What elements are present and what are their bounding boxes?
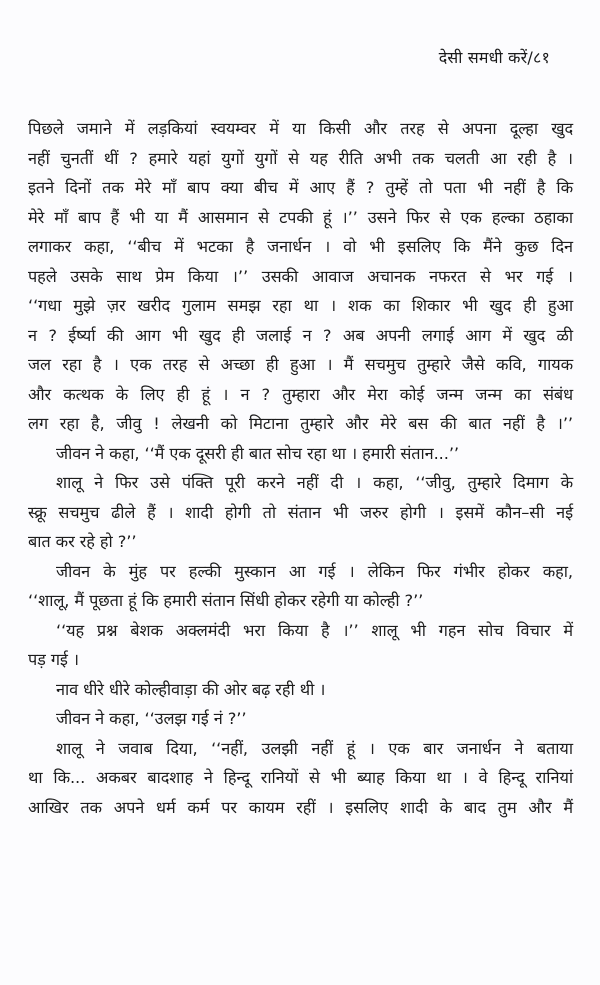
body-text	[28, 114, 573, 822]
text-line: ‘‘गधा मुझे ज़र खरीद गुलाम समझ रहा था । शक का शिकार भी खुद ही हुआ	[28, 296, 573, 315]
text-line: शालू ने जवाब दिया, ‘‘नहीं, उलझी नहीं हूं । एक बार जनार्धन ने बताया	[56, 738, 573, 758]
text-line: लग रहा है, जीवु ! लेखनी को मिटाना तुम्हारे और मेरे बस की बात नहीं है ।’’	[28, 414, 573, 433]
text-line: पड़ गई ।	[28, 650, 79, 669]
running-header: देसी समधी करें/८१	[438, 48, 550, 67]
text-line: ‘‘शालू, मैं पूछता हूं कि हमारी संतान सिंधी होकर रहेगी या कोल्ही ?’’	[28, 591, 424, 610]
text-line: नहीं चुनतीं थीं ? हमारे यहां युगों युगों से यह रीति अभी तक चलती आ रही है ।	[28, 148, 573, 168]
text-line: और कत्थक के लिए ही हूं । न ? तुम्हारा और मेरा कोई जन्म जन्म का संबंध	[28, 384, 573, 404]
text-line: स्क्रू सचमुच ढीले हैं । शादी होगी तो संतान भी जरुर होगी । इसमें कौन–सी नई	[28, 502, 573, 522]
text-line: पहले उसके साथ प्रेम किया ।’’ उसकी आवाज अचानक नफरत से भर गई ।	[28, 266, 573, 286]
text-line: था कि... अकबर बादशाह ने हिन्दू रानियों से भी ब्याह किया था । वे हिन्दू रानियां	[28, 768, 573, 787]
text-line: मेरे माँ बाप हैं भी या मैं आसमान से टपकी हूं ।’’ उसने फिर से एक हल्का ठहाका	[28, 207, 573, 227]
text-line: न ? ईर्ष्या की आग भी खुद ही जलाई न ? अब अपनी लगाई आग में खुद ळी	[28, 325, 573, 345]
text-line: जीवन के मुंह पर हल्की मुस्कान आ गई । लेकिन फिर गंभीर होकर कहा,	[56, 561, 573, 581]
text-line: नाव धीरे धीरे कोल्हीवाड़ा की ओर बढ़ रही थी ।	[56, 679, 326, 699]
text-line: आखिर तक अपने धर्म कर्म पर कायम रहीं । इसलिए शादी के बाद तुम और मैं	[28, 797, 573, 817]
text-line: शालू ने फिर उसे पंक्ति पूरी करने नहीं दी । कहा, ‘‘जीवु, तुम्हारे दिमाग के	[56, 473, 573, 492]
text-line: ‘‘यह प्रश्न बेशक अक्लमंदी भरा किया है ।’’ शालू भी गहन सोच विचार में	[56, 620, 573, 640]
text-line: जल रहा है । एक तरह से अच्छा ही हुआ । मैं सचमुच तुम्हारे जैसे कवि, गायक	[28, 355, 573, 374]
text-line: लगाकर कहा, ‘‘बीच में भटका है जनार्धन । वो भी इसलिए कि मैंने कुछ दिन	[28, 237, 573, 256]
text-line: जीवन ने कहा, ‘‘मैं एक दूसरी ही बात सोच रहा था । हमारी संतान...’’	[56, 443, 459, 463]
text-line: बात कर रहे हो ?’’	[28, 532, 137, 551]
text-line: जीवन ने कहा, ‘‘उलझ गई नं ?’’	[56, 709, 247, 728]
text-line: इतने दिनों तक मेरे माँ बाप क्या बीच में आए हैं ? तुम्हें तो पता भी नहीं है कि	[28, 178, 573, 197]
text-line: पिछले जमाने में लड़कियां स्वयम्वर में या किसी और तरह से अपना दूल्हा खुद	[28, 119, 573, 138]
